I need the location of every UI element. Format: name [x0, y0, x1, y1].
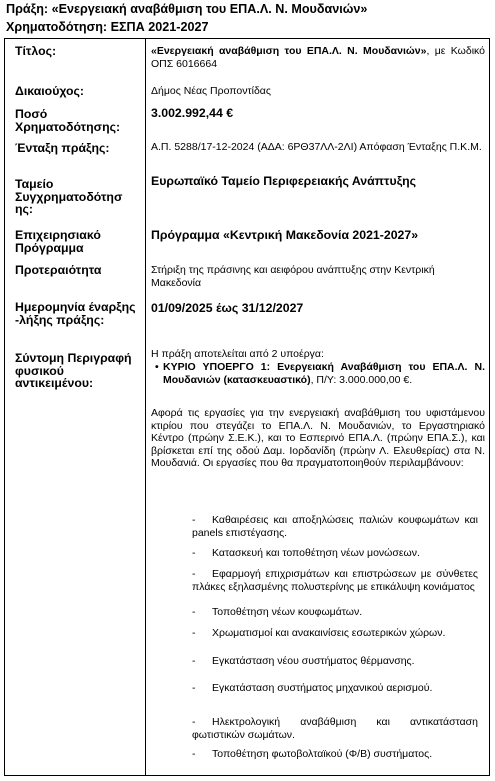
works-list-item-text: Εφαρμογή επιχρισμάτων και επιστρώσεων με σύνθετες πλάκες εξηλασμένης πολυστερίνης με επικάλυψη κονιάματος	[192, 568, 478, 593]
subproject-bullet	[151, 361, 485, 399]
works-list-item	[192, 568, 478, 606]
works-list-item	[192, 748, 478, 774]
title-value-bold: «Ενεργειακή αναβάθμιση του ΕΠΑ.Λ. Ν. Μουδανιών»	[151, 45, 427, 57]
works-list-item-text: Εγκατάσταση συστήματος μηχανικού αερισμού.	[212, 682, 433, 694]
amount-value: 3.002.992,44 €	[151, 106, 234, 120]
description-paragraph: Αφορά τις εργασίες για την ενεργειακή αναβάθμιση του υφιστάμενου κτιρίου που στεγάζει το ΕΠΑ.Λ. Ν. Μουδανιών, το Εργαστηριακό Κέντρο (πρώην Σ.Ε.Κ.), και το Εσπερινό ΕΠΑ.Λ. (πρώην ΕΠΑ.Σ.), και βρίσκεται επί της οδού Δαμ. Ιορδανίδη (πρώην Λ. Ελευθερίας) στα Ν. Μουδανιά. Οι εργασίες που θα πραγματοποιηθούν περιλαμβάνουν:	[151, 407, 485, 470]
works-list-item-text: Εγκατάσταση νέου συστήματος θέρμανσης.	[212, 655, 415, 667]
description-label: Σύντομη Περιγραφή φυσικού αντικειμένου:	[15, 351, 132, 390]
dash-bullet-icon: -	[192, 682, 196, 694]
dash-bullet-icon: -	[192, 627, 196, 639]
dash-bullet-icon: -	[192, 606, 196, 618]
dash-bullet-icon: -	[192, 748, 196, 760]
fund-label: Ταμείο Συγχρηματοδότησ ης:	[15, 177, 123, 216]
beneficiary-label: Δικαιούχος:	[15, 84, 84, 98]
works-list-item-text: Κατασκευή και τοποθέτηση νέων μονώσεων.	[212, 547, 420, 559]
inclusion-value: Α.Π. 5288/17-12-2024 (ΑΔΑ: 6ΡΘ37ΛΛ-2ΛΙ) Απόφαση Ένταξης Π.Κ.Μ.	[151, 141, 482, 153]
bullet-icon: •	[155, 361, 159, 373]
dates-label: Ημερομηνία έναρξης -λήξης πράξης:	[15, 300, 136, 327]
inclusion-label: Ένταξη πράξης:	[15, 141, 110, 155]
column-divider	[145, 39, 146, 775]
dash-bullet-icon: -	[192, 655, 196, 667]
works-list-item-text: Ηλεκτρολογική αναβάθμιση και αντικατάσταση φωτιστικών σωμάτων.	[192, 716, 478, 741]
works-list-item	[192, 547, 478, 560]
title-value	[151, 45, 485, 70]
dash-bullet-icon: -	[192, 568, 196, 580]
subproject-rest: , Π/Υ: 3.000.000,00 €.	[310, 373, 413, 386]
description-intro: Η πράξη αποτελείται από 2 υποέργα:	[151, 348, 324, 360]
header-funding: Χρηματοδότηση: ΕΣΠΑ 2021-2027	[6, 20, 209, 34]
title-label: Τίτλος:	[15, 44, 57, 58]
dates-value: 01/09/2025 έως 31/12/2027	[151, 301, 304, 315]
works-list-item	[192, 716, 478, 742]
works-list-item-text: Τοποθέτηση νέων κουφωμάτων.	[212, 606, 363, 618]
project-info-table	[4, 38, 490, 776]
works-list-item	[192, 606, 478, 619]
priority-value: Στήριξη της πράσινης και αειφόρου ανάπτυξης στην Κεντρική Μακεδονία	[151, 264, 435, 289]
header-project-title: Πράξη: «Ενεργειακή αναβάθμιση του ΕΠΑ.Λ. Ν. Μουδανιών»	[6, 2, 368, 16]
dash-bullet-icon: -	[192, 716, 196, 728]
works-list-item-text: Χρωματισμοί και ανακαινίσεις εσωτερικών χώρων.	[212, 627, 446, 639]
works-list-item	[192, 655, 478, 668]
priority-label: Προτεραιότητα	[15, 263, 102, 277]
fund-value: Ευρωπαϊκό Ταμείο Περιφερειακής Ανάπτυξης	[151, 174, 417, 188]
works-list-item-text: Τοποθέτηση φωτοβολταϊκού (Φ/Β) συστήματος.	[212, 748, 433, 760]
subproject-bold: ΚΥΡΙΟ ΥΠΟΕΡΓΟ 1: Ενεργειακή Αναβάθμιση του ΕΠΑ.Λ. Ν. Μουδανιών (κατασκευαστικό)	[163, 361, 485, 386]
works-list-item-text: Καθαιρέσεις και αποξηλώσεις παλιών κουφωμάτων και panels επιστέγασης.	[192, 514, 478, 539]
programme-value: Πρόγραμμα «Κεντρική Μακεδονία 2021-2027»	[151, 228, 419, 242]
works-list-item	[192, 514, 478, 540]
works-list-item	[192, 627, 478, 653]
dash-bullet-icon: -	[192, 514, 196, 526]
amount-label: Ποσό Χρηματοδότησης:	[15, 107, 121, 134]
title-value-rest: , με Κωδικό ΟΠΣ 6016664	[151, 45, 485, 70]
beneficiary-value: Δήμος Νέας Προποντίδας	[151, 85, 271, 97]
subproject-text	[163, 361, 485, 386]
works-list-item	[192, 682, 478, 708]
dash-bullet-icon: -	[192, 547, 196, 559]
programme-label: Επιχειρησιακό Πρόγραμμα	[15, 228, 101, 255]
